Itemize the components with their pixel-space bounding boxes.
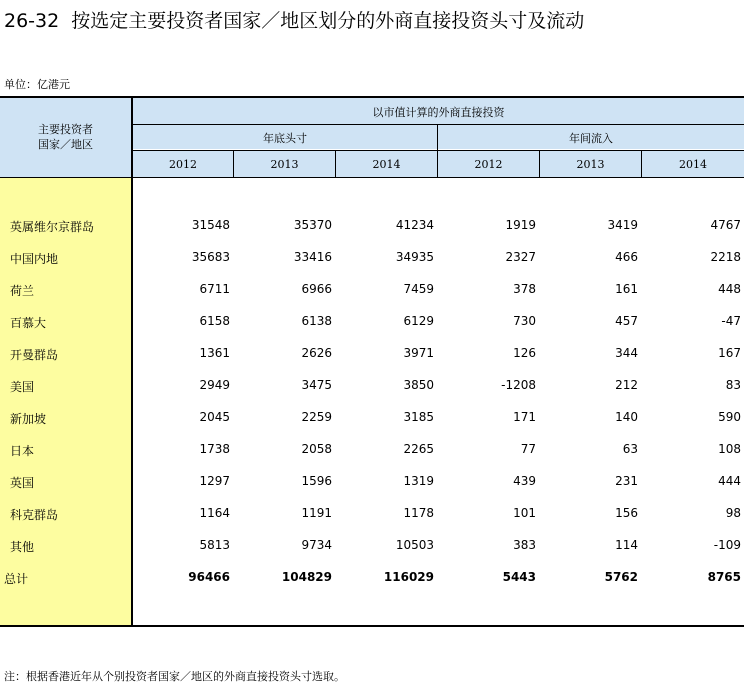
total-cell: 104829 <box>281 570 332 584</box>
table-cell: 383 <box>513 538 536 552</box>
total-cell: 8765 <box>707 570 741 584</box>
table-cell: 457 <box>615 314 638 328</box>
table-cell: 6966 <box>301 282 332 296</box>
year-header: 2012 <box>169 158 197 171</box>
table-cell: 2259 <box>301 410 332 424</box>
table-cell: 2949 <box>199 378 230 392</box>
row-label: 百慕大 <box>10 316 47 330</box>
total-cell: 5762 <box>604 570 638 584</box>
table-cell: 10503 <box>395 538 434 552</box>
row-label: 英属维尔京群岛 <box>10 220 95 234</box>
table-cell: 2218 <box>710 250 741 264</box>
table-cell: 2327 <box>505 250 536 264</box>
table-cell: 3475 <box>301 378 332 392</box>
row-label: 美国 <box>10 380 35 394</box>
total-cell: 116029 <box>383 570 434 584</box>
table-cell: 1919 <box>505 218 536 232</box>
table-cell: 439 <box>513 474 536 488</box>
table-cell: 212 <box>615 378 638 392</box>
stub-body-bg <box>0 178 131 625</box>
table-cell: 4767 <box>710 218 741 232</box>
table-cell: -1208 <box>501 378 536 392</box>
table-cell: 1297 <box>199 474 230 488</box>
total-row-label: 总计 <box>4 572 29 586</box>
group-header: 以市值计算的外商直接投资 <box>372 106 505 119</box>
table-cell: 6158 <box>199 314 230 328</box>
row-label: 其他 <box>10 540 35 554</box>
table-bottom-border <box>0 625 744 627</box>
table-cell: 34935 <box>395 250 434 264</box>
table-number: 26-32 <box>4 10 60 32</box>
table-cell: 161 <box>615 282 638 296</box>
year-header: 2013 <box>270 158 299 171</box>
table-cell: 98 <box>725 506 741 520</box>
table-cell: 41234 <box>395 218 434 232</box>
row-label: 开曼群岛 <box>10 348 59 362</box>
rule <box>133 150 744 151</box>
table-cell: 156 <box>615 506 638 520</box>
table-cell: 2626 <box>301 346 332 360</box>
table-cell: 1738 <box>199 442 230 456</box>
table-cell: 167 <box>718 346 741 360</box>
position-header: 年底头寸 <box>263 132 307 145</box>
table-cell: 730 <box>513 314 536 328</box>
row-label: 科克群岛 <box>10 508 59 522</box>
row-label: 日本 <box>10 444 35 458</box>
table-cell: 77 <box>520 442 536 456</box>
table-cell: 6129 <box>403 314 434 328</box>
total-cell: 5443 <box>502 570 536 584</box>
rule <box>133 124 744 125</box>
table-cell: 444 <box>718 474 741 488</box>
year-header: 2014 <box>372 158 401 171</box>
table-cell: 7459 <box>403 282 434 296</box>
table-cell: 2045 <box>199 410 230 424</box>
table-cell: 3185 <box>403 410 434 424</box>
flow-header: 年间流入 <box>569 132 613 145</box>
table-cell: 1361 <box>199 346 230 360</box>
table-cell: 126 <box>513 346 536 360</box>
table-cell: 5813 <box>199 538 230 552</box>
row-label: 新加坡 <box>10 412 47 426</box>
table-cell: 6711 <box>199 282 230 296</box>
table-cell: 33416 <box>293 250 332 264</box>
table-cell: 31548 <box>191 218 230 232</box>
footnote: 注：根据香港近年从个别投资者国家／地区的外商直接投资头寸选取。 <box>4 670 345 683</box>
unit-label: 单位：亿港元 <box>4 78 70 91</box>
table-cell: 1319 <box>403 474 434 488</box>
table-cell: 231 <box>615 474 638 488</box>
header-bottom-rule <box>0 177 744 178</box>
stub-divider <box>131 96 133 627</box>
table-cell: 63 <box>622 442 638 456</box>
stub-header: 主要投资者 国家／地区 <box>38 123 93 151</box>
table-cell: 35683 <box>191 250 230 264</box>
table-cell: 1178 <box>403 506 434 520</box>
table-cell: 114 <box>615 538 638 552</box>
row-label: 英国 <box>10 476 35 490</box>
year-header: 2013 <box>576 158 605 171</box>
table-cell: 344 <box>615 346 638 360</box>
table-cell: -47 <box>721 314 741 328</box>
table-cell: 2058 <box>301 442 332 456</box>
total-cell: 96466 <box>188 570 230 584</box>
row-label: 中国内地 <box>10 252 59 266</box>
table-cell: 3850 <box>403 378 434 392</box>
table-cell: 3971 <box>403 346 434 360</box>
table-cell: 590 <box>718 410 741 424</box>
table-cell: 1596 <box>301 474 332 488</box>
table-cell: 448 <box>718 282 741 296</box>
table-cell: 140 <box>615 410 638 424</box>
table-cell: 466 <box>615 250 638 264</box>
row-label: 荷兰 <box>10 284 35 298</box>
table-cell: 83 <box>725 378 741 392</box>
table-top-border <box>0 96 744 98</box>
page-title <box>4 6 584 33</box>
table-cell: -109 <box>713 538 741 552</box>
table-cell: 378 <box>513 282 536 296</box>
table-cell: 101 <box>513 506 536 520</box>
year-header: 2014 <box>679 158 707 171</box>
year-header: 2012 <box>474 158 503 171</box>
table-cell: 6138 <box>301 314 332 328</box>
table-cell: 9734 <box>301 538 332 552</box>
table-title: 按选定主要投资者国家／地区划分的外商直接投资头寸及流动 <box>71 10 585 32</box>
table-cell: 1164 <box>199 506 230 520</box>
table-cell: 108 <box>718 442 741 456</box>
table-cell: 1191 <box>301 506 332 520</box>
table-cell: 2265 <box>403 442 434 456</box>
table-cell: 3419 <box>607 218 638 232</box>
table-cell: 35370 <box>293 218 332 232</box>
table-cell: 171 <box>513 410 536 424</box>
